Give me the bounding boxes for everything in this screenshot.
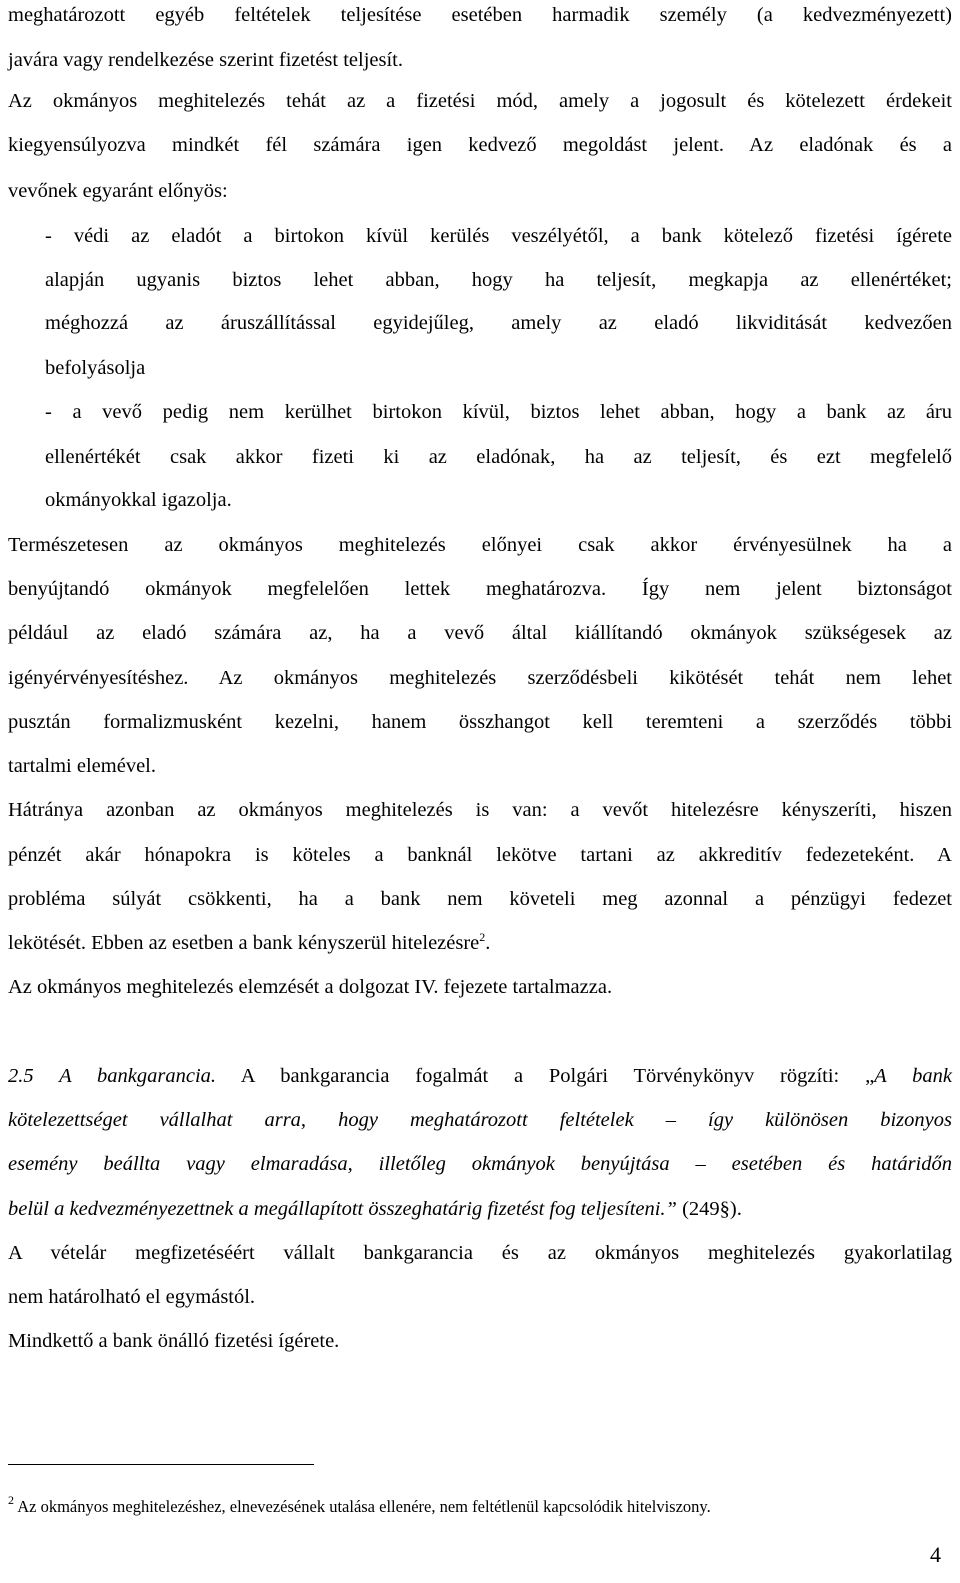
page-number: 4: [930, 1542, 941, 1567]
bullet-line: - védi az eladót a birtokon kívül kerülés veszélyétől, a bank kötelező fizetési ígérete: [45, 225, 952, 247]
quote-text: kötelezettséget vállalhat arra, hogy meghatározott feltételek – így különösen bizonyos: [8, 1109, 952, 1131]
text-line: igényérvényesítéshez. Az okmányos meghitelezés szerződésbeli kikötését tehát nem lehet: [8, 667, 952, 689]
text-line: Az okmányos meghitelezés elemzését a dolgozat IV. fejezete tartalmazza.: [8, 976, 613, 998]
footnote-reference: 2: [479, 930, 486, 944]
text-line: probléma súlyát csökkenti, ha a bank nem követeli meg azonnal a pénzügyi fedezet: [8, 888, 952, 910]
text-line: Természetesen az okmányos meghitelezés előnyei csak akkor érvényesülnek ha a: [8, 534, 952, 556]
footnote-divider: [8, 1464, 314, 1465]
text-line: meghatározott egyéb feltételek teljesítése esetében harmadik személy (a kedvezményezett): [8, 4, 952, 26]
footnote-mark: 2: [8, 1493, 14, 1507]
text-line: alapján ugyanis biztos lehet abban, hogy ha teljesít, megkapja az ellenértéket;: [45, 269, 952, 291]
text-line: vevőnek egyaránt előnyös:: [8, 180, 228, 202]
text-line: pénzét akár hónapokra is köteles a banknál lekötve tartani az akkreditív fedezeteként. A: [8, 844, 952, 866]
section-line: [8, 1064, 952, 1088]
text-line: javára vagy rendelkezése szerint fizetést teljesít.: [8, 49, 403, 71]
text-line: tartalmi elemével.: [8, 755, 156, 777]
text-line: méghozzá az áruszállítással egyidejűleg, amely az eladó likviditását kedvezően: [45, 312, 952, 334]
bullet-line: - a vevő pedig nem kerülhet birtokon kívül, biztos lehet abban, hogy a bank az áru: [45, 401, 952, 423]
footnote-text: Az okmányos meghitelezéshez, elnevezésének utalása ellenére, nem feltétlenül kapcsolódik hitelviszony.: [14, 1497, 711, 1516]
text-line: Az okmányos meghitelezés tehát az a fizetési mód, amely a jogosult és kötelezett érdekeit: [8, 90, 952, 112]
quote-line: [8, 1108, 952, 1132]
quote-text: A bank: [874, 1065, 952, 1087]
text-line: pusztán formalizmusként kezelni, hanem összhangot kell teremteni a szerződés többi: [8, 711, 952, 733]
text-span: lekötését. Ebben az esetben a bank kényszerül hitelezésre: [8, 932, 480, 954]
quote-text: belül a kedvezményezettnek a megállapított összeghatárig fizetést fog teljesíteni.”: [8, 1198, 677, 1220]
reference: (249§).: [676, 1198, 742, 1220]
text-span: .: [485, 932, 491, 954]
text-line: okmányokkal igazolja.: [45, 489, 232, 511]
text-line: [8, 931, 490, 955]
document-page: [8, 0, 952, 1583]
text-line: befolyásolja: [45, 357, 146, 379]
text-line: Hátránya azonban az okmányos meghitelezés is van: a vevőt hitelezésre kényszeríti, hiszen: [8, 799, 952, 821]
text-line: ellenértékét csak akkor fizeti ki az eladónak, ha az teljesít, és ezt megfelelő: [45, 446, 952, 468]
text-line: nem határolható el egymástól.: [8, 1286, 256, 1308]
section-heading: 2.5 A bankgarancia.: [8, 1065, 217, 1087]
text-line: kiegyensúlyozva mindkét fél számára igen kedvező megoldást jelent. Az eladónak és a: [8, 134, 952, 156]
quote-line: [8, 1197, 742, 1221]
quote-text: esemény beállta vagy elmaradása, illetőleg okmányok benyújtása – esetében és határidőn: [8, 1153, 952, 1175]
footnote: [8, 1493, 711, 1517]
quote-line: [8, 1152, 952, 1176]
text-line: Mindkettő a bank önálló fizetési ígérete.: [8, 1330, 340, 1352]
text-line: A vételár megfizetéséért vállalt bankgarancia és az okmányos meghitelezés gyakorlatilag: [8, 1242, 952, 1264]
text-span: A bankgarancia fogalmát a Polgári Törvénykönyv rögzíti: „: [216, 1065, 875, 1087]
text-line: például az eladó számára az, ha a vevő által kiállítandó okmányok szükségesek az: [8, 622, 952, 644]
text-line: benyújtandó okmányok megfelelően lettek meghatározva. Így nem jelent biztonságot: [8, 578, 952, 600]
